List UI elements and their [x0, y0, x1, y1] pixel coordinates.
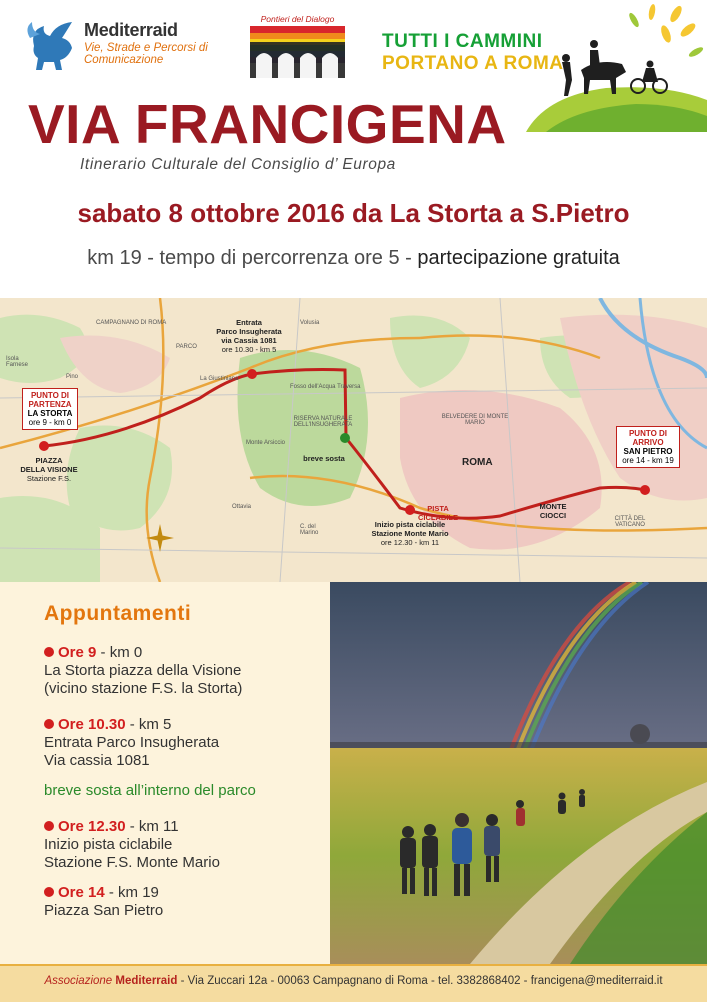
appointment-item: Ore 9 - km 0 La Storta piazza della Visione (vicino stazione F.S. la Storta)	[44, 644, 243, 697]
end-point-callout: PUNTO DI ARRIVO SAN PIETRO ore 14 - km 19	[616, 426, 680, 468]
red-dot-icon	[44, 821, 54, 831]
map-label-giustiniana: La Giustiniana	[200, 376, 239, 382]
map-label-belvedere: BELVEDERE DI MONTE MARIO	[441, 414, 509, 426]
roma-label: ROMA	[462, 457, 493, 468]
mediterraid-subtitle: Vie, Strade e Percorsi di Comunicazione	[84, 42, 208, 66]
piazza-visione-label: PIAZZA DELLA VISIONE Stazione F.S.	[20, 456, 78, 483]
map-label-citta: CITTÀ DEL VATICANO	[614, 516, 646, 528]
appointment-stop-note: breve sosta all’interno del parco	[44, 782, 256, 799]
monte-ciocci-label: MONTE CIOCCI	[539, 502, 567, 520]
footer-association: Associazione Mediterraid	[44, 975, 178, 987]
map-label-riserva: RISERVA NATURALE DELL'INSUGHERATA	[293, 416, 353, 428]
appointment-item: Ore 10.30 - km 5 Entrata Parco Insugherata Via cassia 1081	[44, 716, 220, 769]
bridge-icon	[250, 26, 345, 78]
map-graphic	[0, 298, 707, 582]
short-stop-label: breve sosta	[303, 454, 345, 463]
map-label-pino: Pino	[66, 374, 79, 380]
footer	[0, 964, 707, 1002]
start-point-callout: PUNTO DI PARTENZA LA STORTA ore 9 - km 0	[22, 388, 78, 430]
red-dot-icon	[44, 719, 54, 729]
mediterraid-name: Mediterraid	[84, 20, 178, 40]
bike-path-tag: PISTA CICLABILE	[418, 504, 458, 522]
tutti-line-2: PORTANO A ROMA	[382, 53, 564, 74]
main-title: VIA FRANCIGENA	[28, 93, 507, 155]
pegasus-icon	[22, 18, 80, 73]
free-participation: partecipazione gratuita	[417, 247, 620, 269]
map-label-ottavia: Ottavia	[232, 504, 252, 510]
footer-contacts	[0, 975, 707, 987]
map-label-fosso: Fosso dell'Acqua Traversa	[290, 384, 361, 390]
duration: - tempo di percorrenza ore 5 -	[147, 247, 412, 269]
mediterraid-logo	[22, 18, 208, 73]
distance: km 19	[87, 247, 142, 269]
pontieri-logo	[250, 14, 345, 76]
pontieri-title: Pontieri del Dialogo	[260, 14, 335, 24]
event-date: sabato 8 ottobre 2016 da La Storta a S.Pietro	[77, 198, 630, 228]
subtitle: Itinerario Culturale del Consiglio d’ Europa	[80, 156, 396, 173]
appointments-panel	[0, 582, 330, 964]
appointments-title: Appuntamenti	[44, 602, 192, 625]
appointment-item: Ore 12.30 - km 11 Inizio pista ciclabile Stazione F.S. Monte Mario	[44, 818, 220, 871]
map-label-campagnano: CAMPAGNANO DI ROMA	[96, 320, 167, 326]
map-label-isola: Isola Farnese	[6, 356, 29, 368]
red-dot-icon	[44, 887, 54, 897]
event-info	[0, 247, 707, 270]
landscape-illustration	[330, 582, 707, 964]
monte-mario-label: Inizio pista ciclabile Stazione Monte Mario ore 12.30 - km 11	[371, 520, 449, 547]
insugherata-entrance-label: Entrata Parco Insugherata via Cassia 1081 ore 10.30 - km 5	[216, 318, 282, 354]
footer-details: - Via Zuccari 12a - 00063 Campagnano di Roma - tel. 3382868402 - francigena@mediterraid.it	[177, 975, 663, 987]
map-label-volusia: Volusia	[300, 320, 320, 326]
map-label-parco: PARCO	[176, 344, 197, 350]
map-label-monte-arsiccio: Monte Arsiccio	[246, 440, 286, 446]
red-dot-icon	[44, 647, 54, 657]
route-map	[0, 298, 707, 582]
rainbow-walkers-photo	[330, 582, 707, 964]
appointment-item: Ore 14 - km 19 Piazza San Pietro	[44, 884, 164, 919]
map-label-marino: C. del Marino	[300, 524, 319, 536]
tutti-line-1: TUTTI I CAMMINI	[382, 31, 543, 52]
